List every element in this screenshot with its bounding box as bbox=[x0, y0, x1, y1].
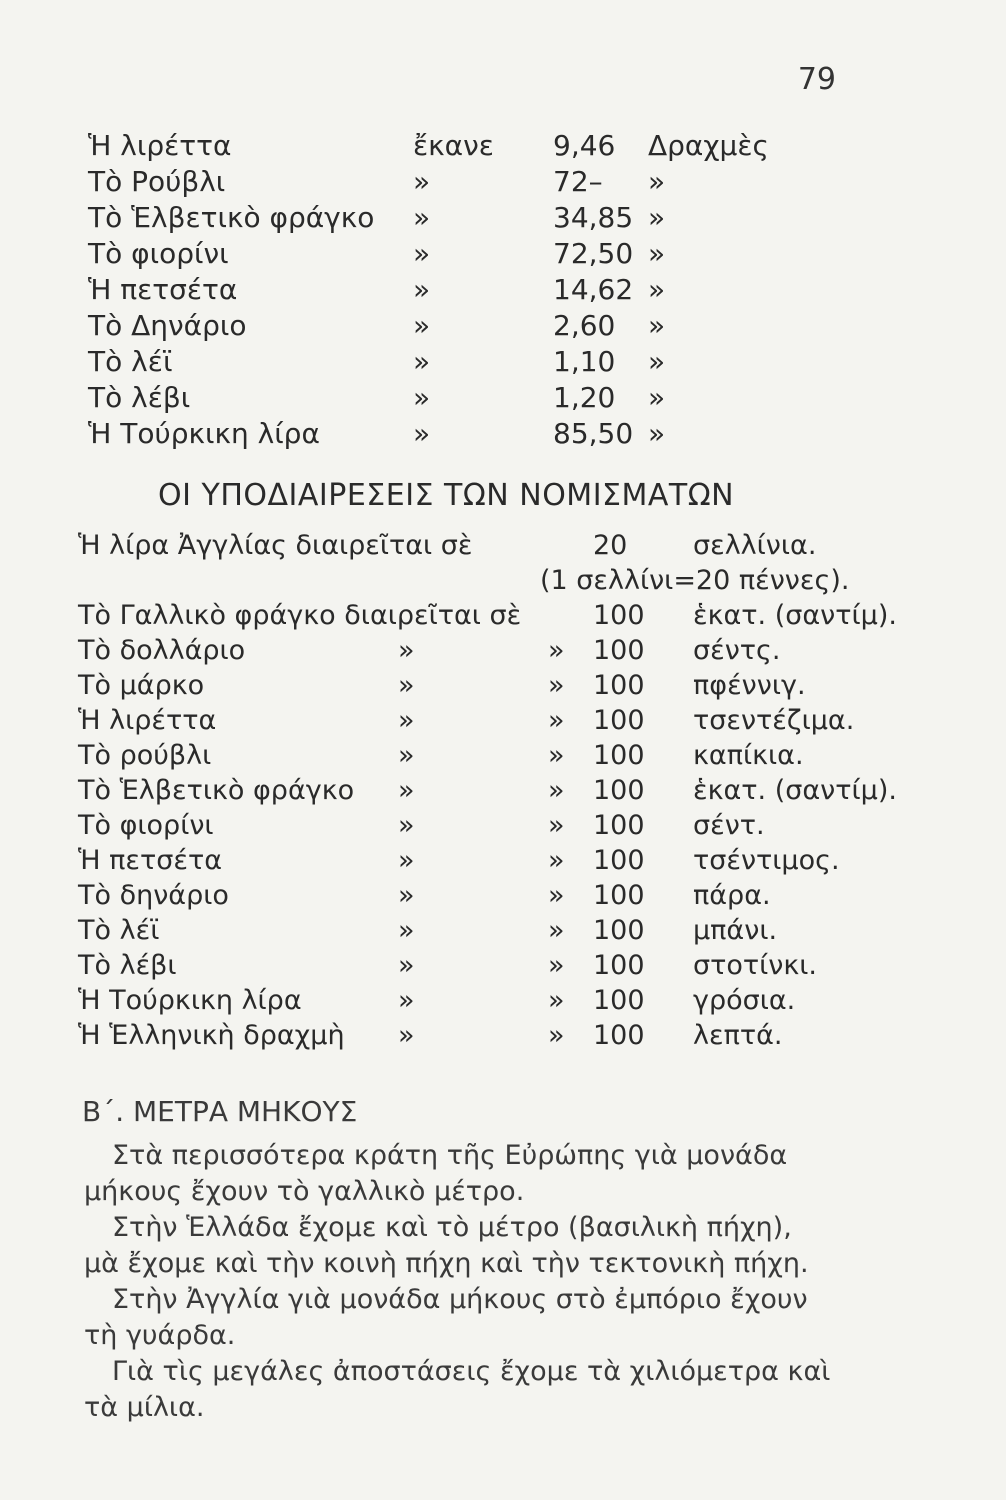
paragraph-line: μήκους ἔχουν τὸ γαλλικὸ μέτρο. bbox=[84, 1176, 525, 1207]
subdivision-unit: τσεντέζιμα. bbox=[693, 705, 855, 736]
subdivision-unit: λεπτά. bbox=[693, 1020, 783, 1051]
rate-verb: ἔκανε bbox=[413, 129, 494, 162]
rate-row bbox=[88, 308, 808, 344]
subdivision-unit: σέντ. bbox=[693, 810, 765, 841]
rate-row bbox=[88, 272, 808, 308]
subdivision-currency: Τὸ Γαλλικὸ φράγκο διαιρεῖται σὲ bbox=[78, 600, 522, 631]
subdivision-ditto: » bbox=[548, 670, 565, 701]
rate-currency: Τὸ Ἑλβετικὸ φράγκο bbox=[88, 201, 375, 234]
rate-value: 72– bbox=[553, 165, 603, 198]
subdivision-row bbox=[78, 738, 918, 773]
subdivision-currency: Τὸ λέϊ bbox=[78, 915, 160, 946]
paragraph-line: Στὴν Ἀγγλία γιὰ μονάδα μήκους στὸ ἐμπόριο ἔχουν bbox=[112, 1284, 808, 1315]
subdivision-row bbox=[78, 773, 918, 808]
subdivision-amount: 100 bbox=[593, 670, 645, 701]
subdivision-currency: Τὸ φιορίνι bbox=[78, 810, 214, 841]
rate-unit: » bbox=[648, 201, 666, 234]
subdivision-ditto: » bbox=[398, 880, 415, 911]
subdivision-currency: Τὸ μάρκο bbox=[78, 670, 205, 701]
subdivision-unit: τσέντιμος. bbox=[693, 845, 840, 876]
subdivisions-heading: ΟΙ ΥΠΟΔΙΑΙΡΕΣΕΙΣ ΤΩΝ ΝΟΜΙΣΜΑΤΩΝ bbox=[158, 478, 735, 513]
rate-value: 72,50 bbox=[553, 237, 634, 270]
subdivision-row bbox=[78, 703, 918, 738]
rate-verb: » bbox=[413, 237, 431, 270]
subdivision-currency: Τὸ λέβι bbox=[78, 950, 177, 981]
rate-value: 34,85 bbox=[553, 201, 634, 234]
subdivision-currency: Τὸ δολλάριο bbox=[78, 635, 246, 666]
subdivision-unit: πφέννιγ. bbox=[693, 670, 806, 701]
rate-unit: » bbox=[648, 273, 666, 306]
subdivision-amount: 100 bbox=[593, 740, 645, 771]
subdivision-unit: σέντς. bbox=[693, 635, 781, 666]
subdivision-ditto: » bbox=[398, 705, 415, 736]
subdivision-currency: Τὸ ρούβλι bbox=[78, 740, 212, 771]
subdivision-amount: 100 bbox=[593, 845, 645, 876]
subdivision-amount: 100 bbox=[593, 915, 645, 946]
subdivision-amount: 100 bbox=[593, 705, 645, 736]
subdivision-ditto: » bbox=[398, 810, 415, 841]
page-number: 79 bbox=[797, 62, 836, 97]
subdivision-row bbox=[78, 563, 918, 598]
paragraph-line: Στὰ περισσότερα κράτη τῆς Εὐρώπης γιὰ μονάδα bbox=[112, 1140, 788, 1171]
rate-unit: » bbox=[648, 165, 666, 198]
rate-value: 2,60 bbox=[553, 309, 616, 342]
subdivision-amount: 100 bbox=[593, 600, 645, 631]
rate-currency: Τὸ λέβι bbox=[88, 381, 191, 414]
subdivision-currency: Ἡ λιρέττα bbox=[78, 705, 217, 736]
subdivision-ditto: » bbox=[398, 775, 415, 806]
subdivision-ditto: » bbox=[548, 880, 565, 911]
subdivision-ditto: » bbox=[398, 985, 415, 1016]
subdivision-amount: 100 bbox=[593, 775, 645, 806]
paragraph-line: τὴ γυάρδα. bbox=[84, 1320, 236, 1351]
subdivision-unit: ἑκατ. (σαντίμ). bbox=[693, 775, 897, 806]
subdivision-amount: 100 bbox=[593, 1020, 645, 1051]
rate-currency: Τὸ λέϊ bbox=[88, 345, 173, 378]
subdivision-row bbox=[78, 913, 918, 948]
subdivision-row bbox=[78, 843, 918, 878]
subdivision-amount: 100 bbox=[593, 985, 645, 1016]
subdivision-row bbox=[78, 528, 918, 563]
subdivision-ditto: » bbox=[398, 635, 415, 666]
subdivision-row bbox=[78, 808, 918, 843]
subdivision-currency: Ἡ λίρα Ἀγγλίας διαιρεῖται σὲ bbox=[78, 530, 473, 561]
rate-value: 14,62 bbox=[553, 273, 634, 306]
subdivision-ditto: » bbox=[398, 915, 415, 946]
subdivision-ditto: » bbox=[548, 635, 565, 666]
subdivision-ditto: » bbox=[548, 810, 565, 841]
subdivision-ditto: » bbox=[398, 1020, 415, 1051]
rate-unit: » bbox=[648, 309, 666, 342]
subdivision-unit: πάρα. bbox=[693, 880, 771, 911]
rate-currency: Ἡ λιρέττα bbox=[88, 129, 232, 162]
subdivision-unit: στοτίνκι. bbox=[693, 950, 817, 981]
paragraph-line: τὰ μίλια. bbox=[84, 1392, 205, 1423]
subdivision-ditto: » bbox=[548, 915, 565, 946]
rate-value: 1,20 bbox=[553, 381, 616, 414]
exchange-rates-list bbox=[88, 128, 808, 452]
paragraph-line: Στὴν Ἑλλάδα ἔχομε καὶ τὸ μέτρο (βασιλικὴ πήχη), bbox=[112, 1212, 792, 1243]
rate-verb: » bbox=[413, 381, 431, 414]
rate-row bbox=[88, 344, 808, 380]
subdivision-row bbox=[78, 1018, 918, 1053]
rate-value: 85,50 bbox=[553, 417, 634, 450]
rate-verb: » bbox=[413, 201, 431, 234]
subdivision-ditto: » bbox=[548, 1020, 565, 1051]
subdivision-ditto: » bbox=[548, 985, 565, 1016]
paragraph-line: μὰ ἔχομε καὶ τὴν κοινὴ πήχη καὶ τὴν τεκτονικὴ πήχη. bbox=[84, 1248, 809, 1279]
rate-verb: » bbox=[413, 165, 431, 198]
rate-unit: » bbox=[648, 417, 666, 450]
rate-currency: Τὸ φιορίνι bbox=[88, 237, 229, 270]
length-paragraph bbox=[84, 1138, 912, 1426]
subdivision-ditto: » bbox=[548, 705, 565, 736]
subdivision-amount: 100 bbox=[593, 635, 645, 666]
subdivision-ditto: » bbox=[548, 845, 565, 876]
subdivision-unit: ἑκατ. (σαντίμ). bbox=[693, 600, 897, 631]
section-b-heading: Β΄. ΜΕΤΡΑ ΜΗΚΟΥΣ bbox=[82, 1095, 358, 1128]
subdivision-note: (1 σελλίνι=20 πέννες). bbox=[540, 565, 850, 596]
rate-currency: Ἡ πετσέτα bbox=[88, 273, 238, 306]
rate-verb: » bbox=[413, 417, 431, 450]
rate-row bbox=[88, 416, 808, 452]
subdivision-ditto: » bbox=[548, 775, 565, 806]
subdivision-ditto: » bbox=[398, 950, 415, 981]
rate-currency: Τὸ Ρούβλι bbox=[88, 165, 226, 198]
subdivision-amount: 20 bbox=[593, 530, 628, 561]
rate-verb: » bbox=[413, 345, 431, 378]
subdivision-amount: 100 bbox=[593, 950, 645, 981]
rate-currency: Ἡ Τούρκικη λίρα bbox=[88, 417, 320, 450]
subdivision-ditto: » bbox=[398, 845, 415, 876]
rate-unit: » bbox=[648, 237, 666, 270]
rate-row bbox=[88, 236, 808, 272]
rate-verb: » bbox=[413, 309, 431, 342]
rate-value: 1,10 bbox=[553, 345, 616, 378]
subdivision-ditto: » bbox=[398, 670, 415, 701]
subdivision-row bbox=[78, 633, 918, 668]
rate-row bbox=[88, 128, 808, 164]
rate-currency: Τὸ Δηνάριο bbox=[88, 309, 247, 342]
subdivision-currency: Ἡ πετσέτα bbox=[78, 845, 223, 876]
rate-row bbox=[88, 200, 808, 236]
rate-unit: » bbox=[648, 381, 666, 414]
subdivision-unit: σελλίνια. bbox=[693, 530, 817, 561]
subdivision-currency: Τὸ δηνάριο bbox=[78, 880, 229, 911]
rate-row bbox=[88, 380, 808, 416]
rate-unit: » bbox=[648, 345, 666, 378]
subdivisions-list bbox=[78, 528, 918, 1053]
subdivision-row bbox=[78, 948, 918, 983]
subdivision-ditto: » bbox=[398, 740, 415, 771]
rate-value: 9,46 bbox=[553, 129, 616, 162]
subdivision-unit: καπίκια. bbox=[693, 740, 804, 771]
subdivision-amount: 100 bbox=[593, 810, 645, 841]
subdivision-unit: γρόσια. bbox=[693, 985, 796, 1016]
subdivision-unit: μπάνι. bbox=[693, 915, 778, 946]
subdivision-row bbox=[78, 878, 918, 913]
rate-row bbox=[88, 164, 808, 200]
rate-unit: Δραχμὲς bbox=[648, 129, 769, 162]
rate-verb: » bbox=[413, 273, 431, 306]
subdivision-ditto: » bbox=[548, 740, 565, 771]
subdivision-row bbox=[78, 598, 918, 633]
subdivision-currency: Τὸ Ἑλβετικὸ φράγκο bbox=[78, 775, 355, 806]
subdivision-currency: Ἡ Τούρκικη λίρα bbox=[78, 985, 302, 1016]
subdivision-currency: Ἡ Ἑλληνικὴ δραχμὴ bbox=[78, 1020, 345, 1051]
subdivision-row bbox=[78, 668, 918, 703]
subdivision-ditto: » bbox=[548, 950, 565, 981]
subdivision-row bbox=[78, 983, 918, 1018]
subdivision-amount: 100 bbox=[593, 880, 645, 911]
paragraph-line: Γιὰ τὶς μεγάλες ἀποστάσεις ἔχομε τὰ χιλιόμετρα καὶ bbox=[112, 1356, 831, 1387]
